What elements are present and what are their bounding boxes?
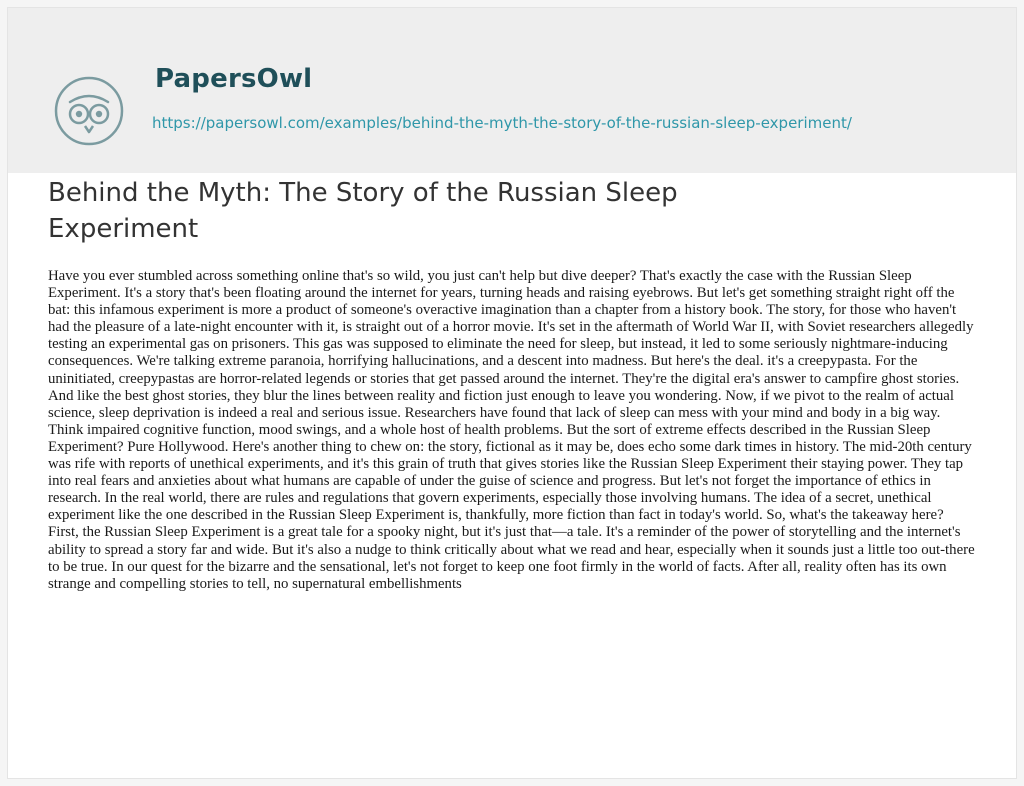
owl-logo-icon bbox=[54, 76, 124, 146]
brand-name: PapersOwl bbox=[155, 64, 313, 94]
document-page bbox=[7, 7, 1017, 779]
site-header bbox=[8, 8, 1016, 173]
document-title: Behind the Myth: The Story of the Russian Sleep Experiment bbox=[48, 178, 678, 244]
document-body: Have you ever stumbled across something online that's so wild, you just can't help but dive deeper? That's exactly the case with the Russian Sleep Experiment. It's a story that's been floating around the internet for years, turning heads and raising eyebrows. But let's get something straight right off the bat: this infamous experiment is more a product of someone's overactive imagination than a chapter from a history book. The story, for those who haven't had the pleasure of a late-night encounter with it, is straight out of a horror movie. It's set in the aftermath of World War II, with Soviet researchers allegedly testing an experimental gas on prisoners. This gas was supposed to eliminate the need for sleep, but instead, it led to some seriously nightmare-inducing consequences. We're talking extreme paranoia, horrifying hallucinations, and a descent into madness. But here's the deal. it's a creepypasta. For the uninitiated, creepypastas are horror-related legends or stories that get passed around the internet. They're the digital era's answer to campfire ghost stories. And like the best ghost stories, they blur the lines between reality and fiction just enough to leave you wondering. Now, if we pivot to the realm of actual science, sleep deprivation is indeed a real and serious issue. Researchers have found that lack of sleep can mess with your mind and body in a big way. Think impaired cognitive function, mood swings, and a whole host of health problems. But the sort of extreme effects described in the Russian Sleep Experiment? Pure Hollywood. Here's another thing to chew on: the story, fictional as it may be, does echo some dark times in history. The mid-20th century was rife with reports of unethical experiments, and it's this grain of truth that gives stories like the Russian Sleep Experiment their staying power. They tap into real fears and anxieties about what humans are capable of under the guise of science and progress. But let's not forget the importance of ethics in research. In the real world, there are rules and regulations that govern experiments, especially those involving humans. The idea of a secret, unethical experiment like the one described in the Russian Sleep Experiment is, thankfully, more fiction than fact in today's world. So, what's the takeaway here? First, the Russian Sleep Experiment is a great tale for a spooky night, but it's just that—a tale. It's a reminder of the power of storytelling and the internet's ability to spread a story far and wide. But it's also a nudge to think critically about what we read and hear, especially when it sounds just a little too out-there to be true. In our quest for the bizarre and the sensational, let's not forget to keep one foot firmly in the world of facts. After all, reality often has its own strange and compelling stories to tell, no supernatural embellishments bbox=[48, 268, 975, 592]
source-url-link[interactable]: https://papersowl.com/examples/behind-the-myth-the-story-of-the-russian-sleep-experiment/ bbox=[152, 114, 852, 132]
